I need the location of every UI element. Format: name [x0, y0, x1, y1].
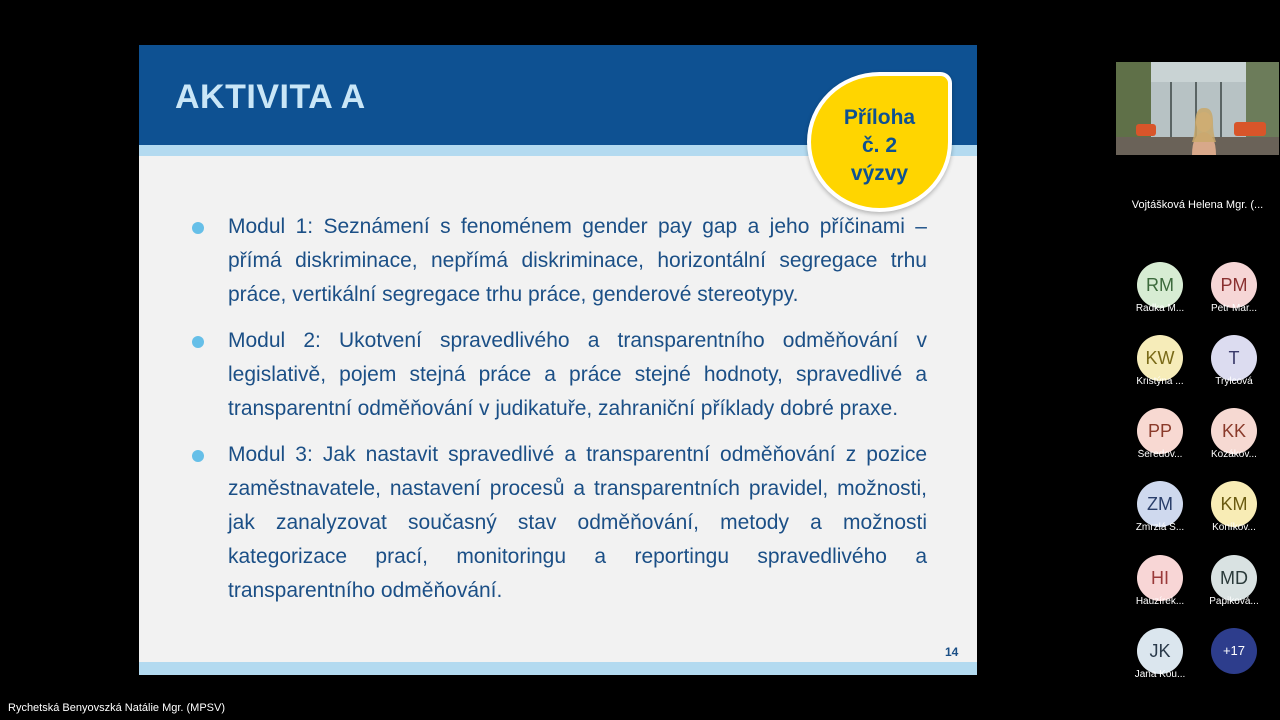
- avatar: PP: [1137, 408, 1183, 454]
- participant-tile[interactable]: [1130, 555, 1190, 607]
- participant-video[interactable]: [1116, 62, 1279, 155]
- module-text: Modul 1: Seznámení s fenoménem gender pay gap a jeho příčinami – přímá diskriminace, nepřímá diskriminace, horizontální segregace trhu práce, vertikální segregace trhu práce, genderové stereotypy.: [228, 215, 927, 306]
- participant-name: Papiková...: [1209, 596, 1259, 607]
- avatar: MD: [1211, 555, 1257, 601]
- module-item: [189, 324, 927, 426]
- participant-tile[interactable]: [1204, 262, 1264, 314]
- slide-footer-stripe: [139, 662, 977, 675]
- avatar: JK: [1137, 628, 1183, 674]
- participant-name: Petr Mar...: [1210, 303, 1258, 314]
- module-text: Modul 2: Ukotvení spravedlivého a transparentního odměňování v legislativě, pojem stejná práce a práce stejné hodnoty, spravedlivé a transparentní odměňování v judikatuře, zahraniční příklady dobré praxe.: [228, 329, 927, 420]
- video-participant-name: Vojtášková Helena Mgr. (...: [1131, 199, 1264, 211]
- participant-tile[interactable]: [1130, 335, 1190, 387]
- participant-name: Radka M...: [1135, 303, 1185, 314]
- avatar: HI: [1137, 555, 1183, 601]
- slide-page-number: 14: [945, 645, 959, 659]
- avatar: KM: [1211, 481, 1257, 527]
- participant-name: Koníkov...: [1212, 522, 1256, 533]
- participant-tile[interactable]: [1130, 262, 1190, 314]
- avatar: PM: [1211, 262, 1257, 308]
- bullet-dot-icon: [192, 450, 204, 462]
- participant-name: Zmrzlá Š...: [1135, 522, 1185, 533]
- participant-name: Trylcová: [1215, 376, 1253, 387]
- video-frame-image: [1116, 62, 1279, 155]
- participant-tile[interactable]: [1204, 408, 1264, 460]
- module-item: [189, 438, 927, 608]
- participant-tile[interactable]: [1204, 335, 1264, 387]
- avatar: KW: [1137, 335, 1183, 381]
- module-text: Modul 3: Jak nastavit spravedlivé a transparentní odměňování z pozice zaměstnavatele, nastavení procesů a transparentních pravidel, možnosti, jak zanalyzovat současný stav odměňování, metody a možnosti kategorizace prací, monitoringu a reportingu spravedlivého a transparentního odměňování.: [228, 443, 927, 602]
- module-list: [189, 210, 927, 620]
- participant-tile[interactable]: [1130, 628, 1190, 680]
- badge-line: výzvy: [850, 162, 909, 185]
- participant-name: Šeredov...: [1137, 449, 1183, 460]
- badge-line: č. 2: [861, 134, 898, 157]
- annex-badge-text: [811, 104, 948, 188]
- participant-name: Jana Kou...: [1134, 669, 1186, 680]
- presenter-label: Rychetská Benyovszká Natálie Mgr. (MPSV): [8, 702, 226, 714]
- participant-tile[interactable]: [1130, 481, 1190, 533]
- bullet-dot-icon: [192, 336, 204, 348]
- participant-name: Hauzírek...: [1135, 596, 1185, 607]
- module-item: [189, 210, 927, 312]
- participant-tile[interactable]: [1204, 481, 1264, 533]
- badge-line: Příloha: [843, 106, 916, 129]
- annex-badge: [807, 72, 952, 212]
- avatar: ZM: [1137, 481, 1183, 527]
- more-participants-button[interactable]: [1204, 628, 1264, 674]
- participant-tile[interactable]: [1130, 408, 1190, 460]
- participant-name: Kozákov...: [1211, 449, 1257, 460]
- slide-title: AKTIVITA A: [175, 78, 366, 116]
- participant-name: Kristýna ...: [1136, 376, 1184, 387]
- bullet-dot-icon: [192, 222, 204, 234]
- avatar: KK: [1211, 408, 1257, 454]
- more-participants-count: +17: [1211, 628, 1257, 674]
- presentation-slide: [139, 45, 977, 675]
- avatar: T: [1211, 335, 1257, 381]
- participant-tile[interactable]: [1204, 555, 1264, 607]
- avatar: RM: [1137, 262, 1183, 308]
